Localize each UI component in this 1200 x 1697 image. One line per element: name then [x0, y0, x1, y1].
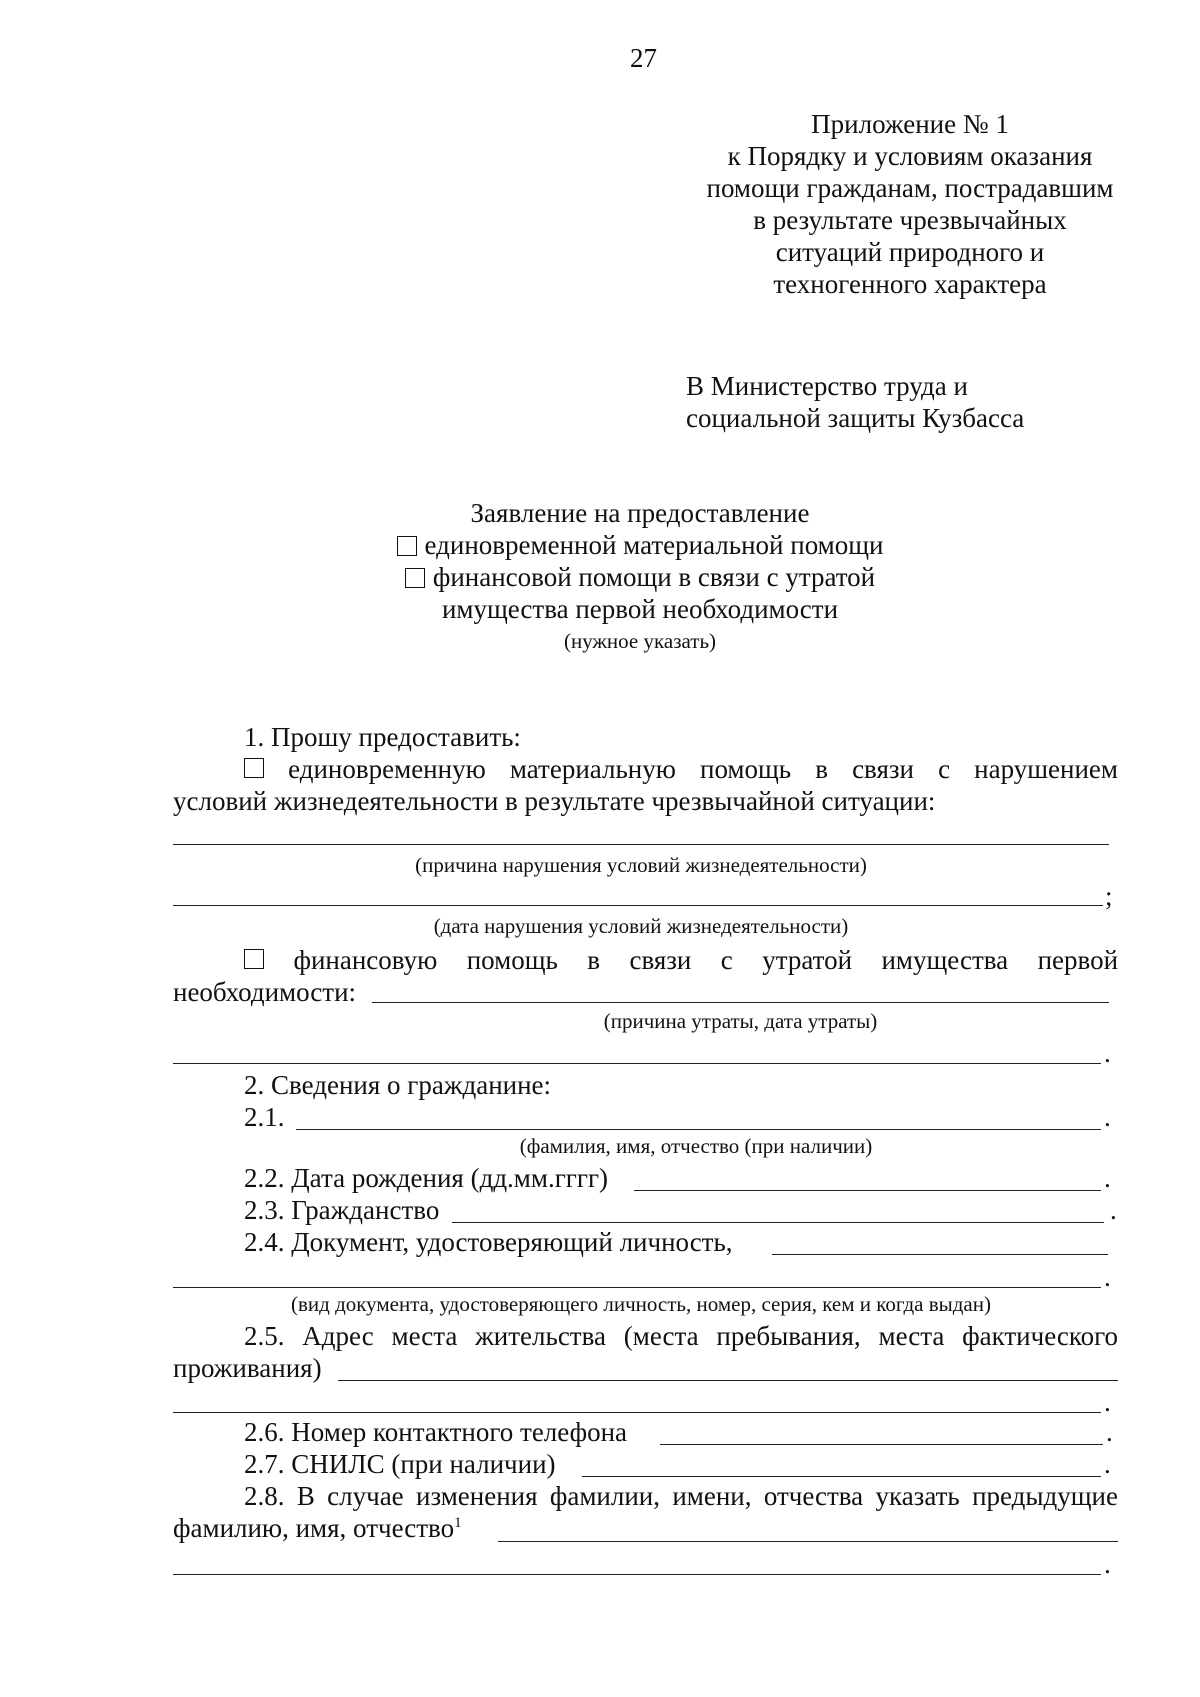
title-line-1: Заявление на предоставление — [470, 498, 810, 528]
checkbox-financial-aid[interactable] — [405, 568, 425, 588]
addressee-line-1: В Министерство труда и — [686, 371, 968, 401]
checkbox-option-financial[interactable] — [244, 949, 264, 969]
field-2-1-period: . — [1104, 1102, 1111, 1132]
address-continuation-line[interactable] — [173, 1412, 1101, 1413]
field-2-6-period: . — [1106, 1417, 1113, 1447]
loss-input-line[interactable] — [372, 1002, 1109, 1003]
section2-heading: 2. Сведения о гражданине: — [244, 1070, 552, 1100]
section1-option1-line2: условий жизнедеятельности в результате чрезвычайной ситуации: — [173, 786, 936, 816]
appendix-line: помощи гражданам, пострадавшим — [706, 173, 1114, 203]
field-2-8-label: фамилию, имя, отчество — [173, 1513, 455, 1543]
footnote-marker: 1 — [454, 1515, 462, 1531]
field-2-5-line1 — [244, 1320, 1118, 1352]
field-2-7-period: . — [1104, 1449, 1111, 1479]
appendix-line: техногенного характера — [773, 269, 1047, 299]
appendix-line: Приложение № 1 — [811, 109, 1009, 139]
previous-name-continuation-line[interactable] — [173, 1574, 1101, 1575]
addressee-line-2: социальной защиты Кузбасса — [686, 403, 1025, 433]
reason-input-line[interactable] — [173, 844, 1109, 845]
phone-input-line[interactable] — [660, 1444, 1103, 1445]
section1-end-period: . — [1104, 1038, 1111, 1068]
field-2-8-line1 — [244, 1480, 1118, 1512]
section1-heading: 1. Прошу предоставить: — [244, 722, 521, 752]
section1-option2-line1 — [244, 944, 1118, 976]
loss-continuation-line[interactable] — [173, 1063, 1101, 1064]
appendix-line: к Порядку и условиям оказания — [727, 141, 1093, 171]
title-hint: (нужное указать) — [563, 629, 717, 653]
field-2-5-text: 2.5. Адрес места жительства (места пребывания, места фактического — [244, 1321, 1118, 1351]
field-2-3-period: . — [1110, 1195, 1117, 1225]
section1-option2-text: финансовую помощь в связи с утратой имущества первой — [293, 945, 1119, 975]
section1-option1-text: единовременную материальную помощь в связи с нарушением — [288, 754, 1118, 784]
field-2-6-label: 2.6. Номер контактного телефона — [244, 1417, 628, 1447]
title-option-1 — [340, 529, 940, 561]
date-caption: (дата нарушения условий жизнедеятельности) — [433, 914, 849, 938]
citizenship-input-line[interactable] — [452, 1222, 1104, 1223]
field-2-1-label: 2.1. — [244, 1102, 285, 1132]
checkbox-option-lump-sum[interactable] — [244, 758, 264, 778]
snils-input-line[interactable] — [582, 1476, 1101, 1477]
field-2-8-text: 2.8. В случае изменения фамилии, имени, отчества указать предыдущие — [244, 1481, 1118, 1511]
appendix-line: в результате чрезвычайных — [753, 205, 1067, 235]
full-name-caption: (фамилия, имя, отчество (при наличии) — [519, 1134, 873, 1158]
identity-document-continuation-line[interactable] — [173, 1287, 1101, 1288]
field-2-5-line2: проживания) — [173, 1353, 322, 1383]
field-2-8-line2 — [173, 1512, 462, 1544]
field-2-8-period: . — [1104, 1549, 1111, 1579]
identity-document-input-line[interactable] — [772, 1254, 1108, 1255]
date-semicolon: ; — [1105, 881, 1113, 911]
section1-option1-line1 — [244, 753, 1118, 785]
title-option-2-label: финансовой помощи в связи с утратой — [432, 562, 876, 592]
title-line-4: имущества первой необходимости — [441, 594, 839, 624]
field-2-4-period: . — [1104, 1262, 1111, 1292]
section1-option2-line2: необходимости: — [173, 977, 357, 1007]
previous-name-input-line[interactable] — [498, 1541, 1118, 1542]
field-2-7-label: 2.7. СНИЛС (при наличии) — [244, 1449, 556, 1479]
appendix-line: ситуаций природного и — [775, 237, 1045, 267]
address-input-line[interactable] — [338, 1380, 1118, 1381]
date-input-line[interactable] — [173, 905, 1103, 906]
identity-document-caption: (вид документа, удостоверяющего личность, номер, серия, кем и когда выдан) — [290, 1292, 991, 1316]
field-2-3-label: 2.3. Гражданство — [244, 1195, 440, 1225]
field-2-2-label: 2.2. Дата рождения (дд.мм.гггг) — [244, 1163, 609, 1193]
field-2-4-label: 2.4. Документ, удостоверяющий личность, — [244, 1227, 733, 1257]
title-option-1-label: единовременной материальной помощи — [424, 530, 884, 560]
title-option-2 — [340, 561, 940, 593]
birth-date-input-line[interactable] — [634, 1190, 1101, 1191]
checkbox-lump-sum[interactable] — [397, 536, 417, 556]
reason-caption: (причина нарушения условий жизнедеятельности) — [415, 853, 867, 877]
field-2-5-period: . — [1104, 1387, 1111, 1417]
full-name-input-line[interactable] — [296, 1129, 1101, 1130]
loss-caption: (причина утраты, дата утраты) — [603, 1009, 878, 1033]
field-2-2-period: . — [1104, 1163, 1111, 1193]
page-number: 27 — [630, 43, 657, 73]
